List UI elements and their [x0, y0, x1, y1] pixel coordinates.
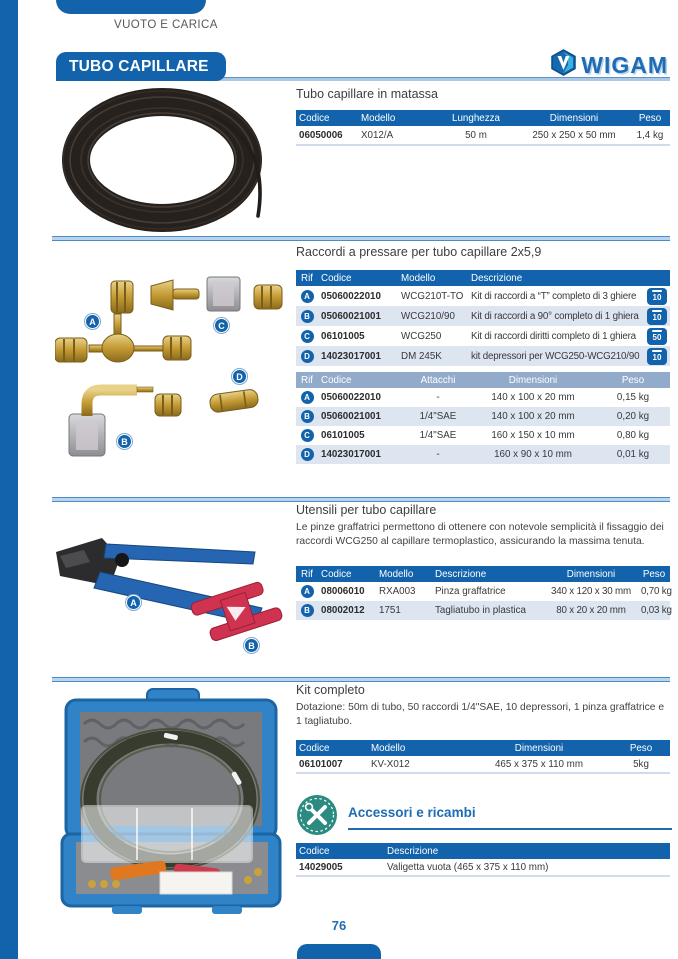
package-qty-badge: 10 [647, 348, 667, 365]
section-title: Tubo capillare in matassa [296, 87, 438, 101]
ref-badge-a: A [85, 314, 100, 329]
ref-badge-c: C [214, 318, 229, 333]
ref-badge: B [301, 310, 314, 323]
modello-cell: X012/A [361, 129, 394, 141]
header-cell: Rif [301, 272, 313, 284]
table-row [296, 426, 670, 445]
table-header [296, 843, 670, 859]
peso-cell: 5kg [633, 758, 649, 770]
table-row [296, 601, 670, 620]
table-row [296, 582, 670, 601]
codice-cell: 05060021001 [321, 310, 381, 322]
codice-cell: 06101005 [321, 430, 365, 441]
header-cell: Lunghezza [452, 112, 500, 124]
modello-cell: WCG210T-TO [401, 290, 464, 302]
header-cell: Attacchi [420, 374, 456, 386]
codice-cell: 06101005 [321, 330, 365, 342]
table-header [296, 372, 670, 388]
header-cell: Codice [321, 568, 352, 580]
bottom-tab [297, 944, 381, 959]
descrizione-cell: Kit di raccordi a 90° completo di 1 ghiera [471, 310, 639, 322]
table-row [296, 407, 670, 426]
package-qty-badge: 50 [647, 328, 667, 345]
table-row [296, 859, 670, 877]
descrizione-cell: Kit di raccordi a “T” completo di 3 ghiere [471, 290, 637, 302]
ref-badge: B [301, 410, 314, 423]
header-cell: Peso [621, 374, 645, 386]
codice-cell: 06050006 [299, 129, 343, 141]
kit-table [296, 740, 670, 774]
left-accent-bar [0, 0, 18, 959]
header-cell: Modello [379, 568, 414, 580]
section-divider [52, 677, 670, 682]
header-cell: Peso [629, 742, 653, 754]
header-cell: Dimensioni [549, 112, 599, 124]
header-cell: Descrizione [387, 845, 439, 857]
table-row [296, 306, 670, 326]
ref-badge: D [301, 448, 314, 461]
header-cell: Rif [301, 568, 313, 580]
section-description: Dotazione: 50m di tubo, 50 raccordi 1/4"SAE, 10 depressori, 1 pinza graffatrice e 1 tagliatubo. [296, 702, 665, 727]
header-cell: Modello [401, 272, 436, 284]
ref-badge: A [301, 585, 314, 598]
dimensioni-cell: 160 x 150 x 10 mm [491, 430, 575, 441]
descrizione-cell: Valigetta vuota (465 x 375 x 110 mm) [387, 861, 549, 873]
table-row [296, 346, 670, 366]
dimensioni-cell: 160 x 90 x 10 mm [494, 449, 572, 460]
package-qty-badge: 10 [647, 308, 667, 325]
header-cell: Rif [301, 374, 313, 386]
modello-cell: WCG250 [401, 330, 442, 342]
package-qty-badge: 10 [647, 288, 667, 305]
accessories-header [296, 794, 672, 841]
ref-badge: C [301, 429, 314, 442]
section-title: Raccordi a pressare per tubo capillare 2x5,9 [296, 245, 542, 259]
section-description: Le pinze graffatrici permettono di ottenere con notevole semplicità il fissaggio dei raccordi WCG250 al capillare termoplastico, assicurando la massima tenuta. [296, 522, 664, 547]
table-header [296, 740, 670, 756]
accessories-table [296, 843, 670, 877]
raccordi-specs-table [296, 372, 670, 464]
brand-logo [550, 49, 668, 81]
dimensioni-cell: 250 x 250 x 50 mm [532, 129, 616, 141]
modello-cell: RXA003 [379, 586, 416, 597]
header-cell: Peso [638, 112, 662, 124]
peso-cell: 0,80 kg [616, 430, 650, 441]
header-cell: Dimensioni [566, 568, 616, 580]
page-title-banner [56, 52, 226, 81]
peso-cell: 0,20 kg [616, 411, 650, 422]
dimensioni-cell: 340 x 120 x 30 mm [551, 586, 631, 597]
section-title: Utensili per tubo capillare [296, 503, 437, 517]
ref-badge-d: D [232, 369, 247, 384]
wigam-logo-icon [550, 49, 577, 81]
header-cell: Codice [321, 272, 352, 284]
header-cell: Codice [299, 112, 330, 124]
dimensioni-cell: 140 x 100 x 20 mm [491, 411, 575, 422]
modello-cell: DM 245K [401, 350, 442, 362]
attacchi-cell: 1/4"SAE [419, 430, 457, 441]
ref-badge: A [301, 290, 314, 303]
peso-cell: 1,4 kg [636, 129, 664, 141]
modello-cell: WCG210/90 [401, 310, 455, 322]
brand-name: WIGAM [581, 51, 668, 78]
table-row [296, 445, 670, 464]
tools-icon [296, 794, 338, 841]
descrizione-cell: Tagliatubo in plastica [435, 605, 526, 616]
dimensioni-cell: 140 x 100 x 20 mm [491, 392, 575, 403]
descrizione-cell: Pinza graffatrice [435, 586, 506, 597]
header-cell: Codice [299, 845, 330, 857]
codice-cell: 05060022010 [321, 290, 381, 302]
descrizione-cell: Kit di raccordi diritti completo di 1 ghiera [471, 330, 636, 342]
peso-cell: 0,70 kg [641, 586, 672, 597]
peso-cell: 0,03 kg [641, 605, 672, 616]
header-cell: Codice [299, 742, 330, 754]
header-cell: Modello [361, 112, 396, 124]
lunghezza-cell: 50 m [465, 129, 487, 141]
header-cell: Peso [642, 568, 666, 580]
table-row [296, 126, 670, 146]
ref-badge: B [301, 604, 314, 617]
header-cell: Modello [371, 742, 406, 754]
table-row [296, 756, 670, 774]
dimensioni-cell: 80 x 20 x 20 mm [556, 605, 626, 616]
ref-badge: A [301, 391, 314, 404]
accessories-title: Accessori e ricambi [348, 805, 476, 820]
ref-badge: D [301, 350, 314, 363]
codice-cell: 14023017001 [321, 449, 381, 460]
utensili-table [296, 566, 670, 620]
category-tab [56, 0, 206, 14]
codice-cell: 14023017001 [321, 350, 381, 362]
ref-badge-a: A [126, 595, 141, 610]
matassa-table [296, 110, 670, 146]
table-row [296, 388, 670, 407]
descrizione-cell: kit depressori per WCG250-WCG210/90 [471, 350, 640, 362]
table-header [296, 270, 670, 286]
codice-cell: 14029005 [299, 861, 343, 873]
codice-cell: 08006010 [321, 586, 365, 597]
modello-cell: 1751 [379, 605, 401, 616]
table-header [296, 566, 670, 582]
section-divider [52, 236, 670, 241]
header-cell: Descrizione [435, 568, 487, 580]
table-row [296, 286, 670, 306]
product-photo-brass-fittings [55, 256, 290, 476]
page-number: 76 [331, 918, 347, 933]
ref-badge-b: B [244, 638, 259, 653]
codice-cell: 05060021001 [321, 411, 381, 422]
raccordi-description-table [296, 270, 670, 366]
header-cell: Dimensioni [514, 742, 564, 754]
section-divider [52, 497, 670, 502]
dimensioni-cell: 465 x 375 x 110 mm [494, 758, 584, 770]
attacchi-cell: - [436, 449, 440, 460]
page-title: TUBO CAPILLARE [69, 57, 209, 75]
ref-badge: C [301, 330, 314, 343]
modello-cell: KV-X012 [371, 758, 410, 770]
header-cell: Dimensioni [508, 374, 558, 386]
product-photo-capillary-coil [62, 88, 278, 241]
header-cell: Descrizione [471, 272, 523, 284]
ref-badge-b: B [117, 434, 132, 449]
peso-cell: 0,15 kg [616, 392, 650, 403]
table-header [296, 110, 670, 126]
product-photo-kit-case [52, 684, 292, 921]
category-label: VUOTO E CARICA [114, 19, 218, 31]
table-row [296, 326, 670, 346]
codice-cell: 05060022010 [321, 392, 381, 403]
peso-cell: 0,01 kg [616, 449, 650, 460]
attacchi-cell: - [436, 392, 440, 403]
section-title: Kit completo [296, 683, 365, 697]
codice-cell: 08002012 [321, 605, 365, 616]
codice-cell: 06101007 [299, 758, 343, 770]
attacchi-cell: 1/4"SAE [419, 411, 457, 422]
header-cell: Codice [321, 374, 352, 386]
